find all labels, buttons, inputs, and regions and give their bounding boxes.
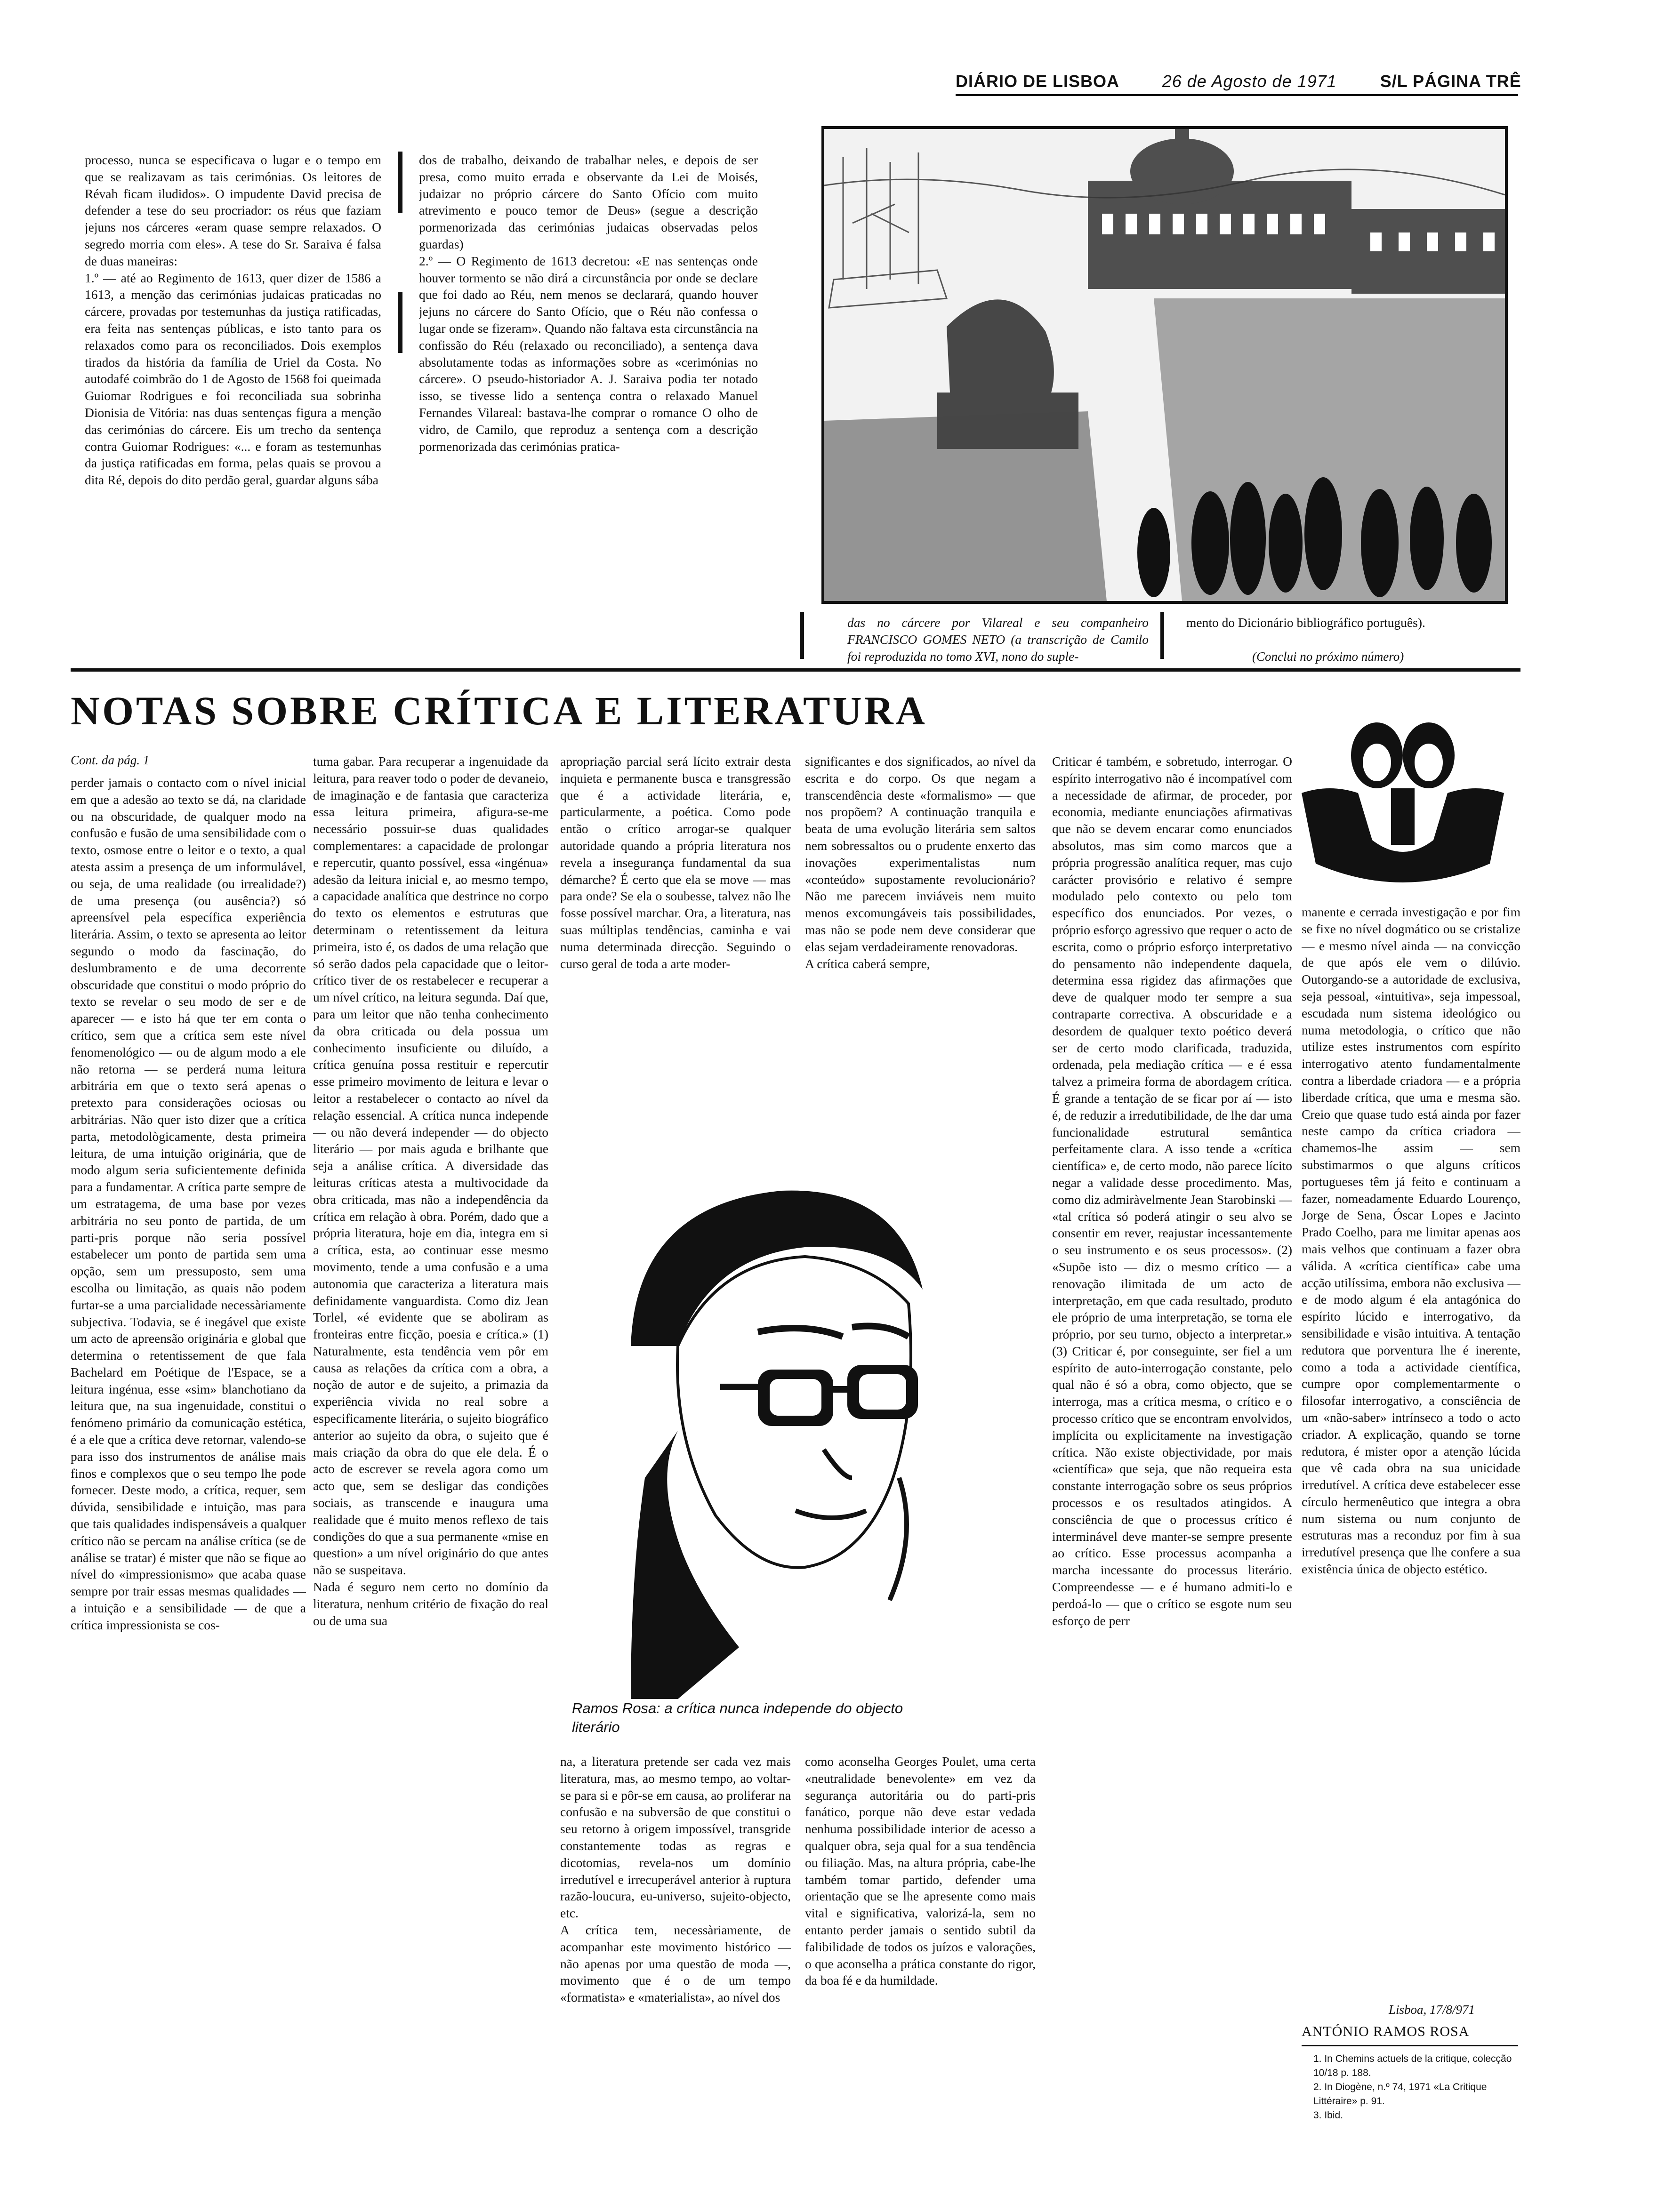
article-column-5: Criticar é também, e sobretudo, interrogar. O espírito interrogativo não é incompatível com a necessidade de afirmar, de proceder, por economia, mediante enunciações afirmativas que não se devem encarar como enunciados absolutos, mas sim como marcos que a própria progressão analítica requer, mas cujo carácter provisório e relativo é sempre modulado pelo contexto ou pelo tom específico dos enunciados. Por vezes, o próprio esforço agressivo que requer o acto de escrita, como o próprio esforço interpretativo do pensamento não independente daquela, determina essa rigidez das afirmações que deve de qualquer modo ter sempre a sua contraparte correctiva. A obscuridade e a desordem de qualquer texto poético deverá ser de certo modo clarificada, traduzida, ordenada, pela mediação crítica — e é essa talvez a primeira forma de abordagem crítica. É grande a tentação de se ficar por aí — isto é, de reduzir a irredutibilidade, de lhe dar uma funcionalidade estrutural semântica perfeitamente clara. A isso tende a «crítica científica» e, de certo modo, não parece lícito negar a validade desse procedimento. Mas, como diz admiràvelmente Jean Starobinski — «tal crítica só poderá atingir o seu alvo se consentir em rever, reajustar incessantemente o seu instrumento e os seus processos». (2) «Supõe isto — diz o mesmo crítico — a renovação ilimitada de um acto de interpretação, em que cada resultado, produto ele próprio de uma interpretação, se torna ele próprio, por seu turno, objecto a interpretar.» (3) Criticar é, por conseguinte, ser fiel a um espírito de auto-interrogação constante, pelo qual não é só a obra, como objecto, que se interroga, mas a crítica mesma, o crítico e o processo crítico que se encontram envolvidos, implícita ou explicitamente na investigação crítica. Não existe objectividade, por mais «científica» que seja, que não requeira esta constante interrogação sobre os seus próprios processos e os resultados atingidos. A consciência de que o processus crítico é interminável deve manter-se sempre presente ao crítico. Esse processus acompanha a marcha incessante do processus literário. Compreendesse — e é humano admiti-lo e perdoá-lo — que o crítico se esgote num seu esforço de perr xyxy=(1052,754,1292,1628)
article-column-2: tuma gabar. Para recuperar a ingenuidade da leitura, para reaver todo o poder de devaneio, de imaginação e de fantasia que caracteriza essa leitura primeira, afigura-se-me necessário possuir-se duas qualidades complementares: a capacidade de prolongar e repercutir, quanto possível, essa «ingénua» adesão da leitura inicial e, ao mesmo tempo, a capacidade analítica que destrince no corpo do texto os elementos e estruturas que determinam o retentissement da leitura primeira, isto é, os dados de uma relação que só serão dados pela capacidade que o leitor-crítico tiver de os restabelecer e recuperar a um nível crítico, na leitura segunda. Daí que, para um leitor que não tenha conhecimento da obra criticada ou dela possua um conhecimento insuficiente ou diluído, a crítica genuína possa restituir e repercutir esse primeiro movimento de leitura e levar o leitor a restabelecer o contacto ao nível da relação essencial. A crítica nunca independe — ou não deverá independer — do objecto literário — por mais aguda e brilhante que seja a análise crítica. A diversidade das leituras críticas atesta a multivocidade da obra criticada, mas não a independência da crítica em relação à obra. Porém, dado que a própria literatura, hoje em dia, integra em si a crítica, esta, ao continuar esse mesmo movimento, tende a uma confusão e a uma autonomia que caracteriza a literatura mais definidamente vanguardista. Como diz Jean Torlel, «é evidente que se aboliram as fronteiras entre ficção, poesia e crítica.» (1) Naturalmente, esta tendência vem pôr em causa as relações da crítica com a obra, a noção de autor e de sujeito, a primazia da experiência vivida no real sobre a especificamente literária, o sujeito biográfico anterior ao sujeito da obra, o sujeito que é mais criação da obra do que ele dela. É o acto de escrever se revela agora como um acto que, sem se desligar das condições sociais, as transcende e inaugura uma realidade que é muito menos reflexo de tais condições do que a sua permanente «mise en question» a um nível originário do que antes não se suspeitava. Nada é seguro nem certo no domínio da literatura, nenhum critério de fixação do real ou de uma sua xyxy=(313,754,548,1628)
continued-note: (Conclui no próximo número) xyxy=(1252,649,1404,664)
issue-date: 26 de Agosto de 1971 xyxy=(1162,72,1337,91)
column-bar xyxy=(1160,612,1164,659)
dateline: Lisboa, 17/8/971 xyxy=(1389,2003,1475,2017)
photo-caption: Ramos Rosa: a crítica nunca independe do objecto literário xyxy=(572,1700,903,1735)
engraving-image xyxy=(824,129,1505,601)
section-divider xyxy=(71,668,1520,672)
article-column-3: apropriação parcial será lícito extrair desta inquieta e permanente busca e transgressão que é a actividade literária, e, particularmente, a poética. Como pode então o crítico arrogar-se qualquer autoridade quando a própria literatura nos revela a insegurança fundamental da sua démarche? É certo que ela se move — mas para onde? Se ela o soubesse, talvez não lhe fosse possível marchar. Ora, a literatura, nas suas múltiplas tendências, caminha e vai numa determinada direcção. Seguindo o curso geral de toda a arte moder- xyxy=(560,754,791,971)
illustration-caption-2: mento do Dicionário bibliográfico português). xyxy=(1186,615,1425,630)
article-column-4b: como aconselha Georges Poulet, uma certa «neutralidade benevolente» em vez da segurança autoritária ou do parti-pris fanático, porque não deve estar vedada nenhuma possibilidade interior de acesso a qualquer obra, seja qual for a sua tendência ou filiação. Mas, na altura própria, cabe-lhe também tomar partido, defender uma orientação que se lhe apresente como mais vital e significativa, valorizá-la, sem no entanto perder jamais o sentido subtil da falibilidade de todos os juízos e valorações, o que aconselha a prática constante do rigor, da boa fé e da humildade. xyxy=(805,1754,1036,1988)
page-header xyxy=(956,72,1521,91)
footnote-rule xyxy=(1302,2045,1518,2046)
article-column-4: significantes e dos significados, ao nível da escrita e do corpo. Os que negam a transcendência deste «formalismo» — que nos propõem? A continuação tranquila e beata de uma evolução literária sem saltos nem sobressaltos ou o prudente enxerto das inovações experimentalistas num «conteúdo» supostamente revolucionário? Não me parecem inviáveis nem muito menos excomungáveis tais possibilidades, mas não se pode nem deve considerar que elas sejam verdadeiramente renovadoras. A crítica caberá sempre, xyxy=(805,754,1036,971)
column-bar xyxy=(398,292,402,353)
article-column-1: perder jamais o contacto com o nível inicial em que a adesão ao texto se dá, na claridade ou na obscuridade, de qualquer modo na confusão e fusão de uma sensibilidade com o texto, osmose entre o leitor e o texto, a qual atesta assim a presença de um informulável, ou seja, de uma realidade (ou irrealidade?) de uma presença (ou ausência?) só apreensível pela específica experiência literária. Assim, o texto se apresenta ao leitor segundo o modo da fascinação, do deslumbramento e de uma decorrente obscuridade que constitui o modo próprio do texto se revelar o seu modo de ser e de aparecer — e isto há que ter em conta o crítico, sem que a crítica sem este nível fenomenológico — ou de algum modo a ele não retorna — se perderá numa leitura arbitrária em que o texto será apenas o pretexto para considerações ociosas ou arbitrárias. Não quer isto dizer que a crítica parta, metodològicamente, desta primeira leitura, de uma intuição originária, que de modo algum seria suficientemente definida para a fundamentar. A crítica parte sempre de um estratagema, de uma base por vezes arbitrária no seu ponto de partida, de um parti-pris porque não seria possível estabelecer um ponto de partida sem uma opção, sem um pressuposto, sem uma escolha ou limitação, as quais não podem furtar-se a uma parcialidade necessàriamente subjectiva. Todavia, se é inegável que existe um acto de apreensão originária e global que determina o retentissement de que fala Bachelard em Poétique de l'Espace, se a leitura ingénua, esse «sim» blanchotiano da leitura que, na sua ingenuidade, constitui o fenómeno primário da comunicação estética, é a ele que a crítica deve retornar, valendo-se para isso dos instrumentos de análise mais finos e complexos que o seu tempo lhe pode fornecer. Deste modo, a crítica, requer, sem dúvida, sensibilidade e intuição, mas para que tais qualidades indispensáveis a qualquer crítico não se percam na análise crítica (se de análise se tratar) é mister que não se fique ao nível do «impressionismo» que acaba quase sempre por trair essas mesmas qualidades — a intuição e a sensibilidade — de que a crítica impressionista se cos- xyxy=(71,775,306,1632)
article-headline: NOTAS SOBRE CRÍTICA E LITERATURA xyxy=(71,688,927,733)
column-bar xyxy=(800,612,804,659)
header-rule xyxy=(956,94,1518,96)
author-signature: ANTÓNIO RAMOS ROSA xyxy=(1302,2024,1470,2039)
newspaper-name: DIÁRIO DE LISBOA xyxy=(956,72,1119,91)
article-column-3b: na, a literatura pretende ser cada vez mais literatura, mas, ao mesmo tempo, ao voltar-se para si e pôr-se em causa, ao proliferar na confusão e na subversão de que constitui o seu retorno à origem impossível, transgride constantemente todas as regras e dicotomias, revela-nos um domínio irredutível e irrecuperável anterior à ruptura razão-loucura, eu-universo, sujeito-objecto, etc. A crítica tem, necessàriamente, de acompanhar este movimento histórico — não apenas por uma questão de moda —, movimento que é o de um tempo «formatista» e «materialista», ao nível dos xyxy=(560,1754,791,2005)
top-column-1: processo, nunca se especificava o lugar e o tempo em que se realizavam as tais cerimónias. Os leitores de Révah ficam iludidos». O impudente David precisa de defender a tese do seu procriador: os réus que faziam jejuns nos cárceres «eram quase sempre relaxados. O segredo morria com eles». A tese do Sr. Saraiva é falsa de duas maneiras: 1.º — até ao Regimento de 1613, quer dizer de 1586 a 1613, a menção das cerimónias judaicas praticadas no cárcere, provadas por testemunhas da justiça ratificadas, era feita nas sentenças públicas, e isto tanto para os relaxados como para os reconciliados. Dois exemplos tirados da história da família de Uriel da Costa. No autodafé coimbrão do 1 de Agosto de 1568 foi queimada Guiomar Rodrigues e foi reconciliada sua sobrinha Dionisia de Vitória: nas duas sentenças figura a menção das cerimónias do cárcere. Eis um trecho da sentença contra Guiomar Rodrigues: «... e foram as testemunhas da justiça ratificadas em forma, pelas quais se provou a dita Ré, depois do dito perdão geral, guardar alguns sába xyxy=(85,152,381,488)
article-column-6: manente e cerrada investigação e por fim se fixe no nível dogmático ou se cristalize — e mesmo nível ainda — na convicção de que após ele vem o dilúvio. Outorgando-se a autoridade de exclusiva, seja pessoal, «intuitiva», seja impessoal, escudada num sistema ideológico ou numa metodologia, o crítico que não utilize estes instrumentos com espírito interrogativo atento fundamentalmente contra a liberdade criadora — e a própria liberdade crítica, que uma e mesma são. Creio que quase tudo está ainda por fazer neste campo da crítica criadora — chamemos-lhe assim — sem substimarmos o que alguns críticos portugueses têm já feito e continuam a fazer, nomeadamente Eduardo Lourenço, Jorge de Sena, Óscar Lopes e Jacinto Prado Coelho, para me limitar apenas aos mais velhos que continuam a fazer obra válida. A «crítica científica» cabe uma acção utilíssima, embora não exclusiva — e de modo algum é ela antagónica do espírito lúcido e interrogativo, da sensibilidade e visão intuitiva. A tentação redutora que porventura lhe é inerente, como a toda a actividade científica, cumpre opor complementarmente o filosofar interrogativo, a consciência de um «não-saber» intrínseco a todo o acto criador. A explicação, quando se torne redutora, é mister opor a atenção lúcida que vê cada obra na sua unicidade irredutível. A crítica deve estabelecer esse círculo hermenêutico que integra a obra num sistema ou num conjunto de estruturas mas a reconduz por fim à sua irredutível presença que lhe confere a sua existência única de objecto estético. xyxy=(1302,905,1520,1577)
continued-from: Cont. da pág. 1 xyxy=(71,753,150,767)
footnotes: 1. In Chemins actuels de la critique, colecção 10/18 p. 188. 2. In Diogène, n.º 74, 1971 «La Critique Littéraire» p. 91. 3. Ibid. xyxy=(1313,2053,1512,2121)
top-column-2: dos de trabalho, deixando de trabalhar neles, e depois de ser presa, como muito errada e observante da Lei de Moisés, judaizar no próprio cárcere do Santo Ofício com muito atrevimento e pouco temor de Deus» (segue a descrição pormenorizada das cerimónias judaicas observadas pelos guardas) 2.º — O Regimento de 1613 decretou: «E nas sentenças onde houver tormento se não dirá a circunstância por onde se declare que foi dado ao Réu, nem menos se declarará, quando houver jejuns no cárcere do Santo Ofício, que o Réu não confessa o lugar onde se fizeram». Quando não faltava esta circunstância na confissão do Réu (relaxado ou reconciliado), a sentença dava absolutamente todas as informações sobre as «cerimónias no cárcere». O pseudo-historiador A. J. Saraiva podia ter notado isso, se tivesse lido a sentença contra o relaxado Manuel Fernandes Vilareal: bastava-lhe comprar o romance O olho de vidro, de Camilo, que reproduz a sentença com a descrição pormenorizada das cerimónias pratica- xyxy=(419,152,758,454)
auto-da-fe-engraving xyxy=(821,126,1508,604)
decorative-faces-icon xyxy=(1302,722,1504,897)
column-bar xyxy=(398,152,402,213)
author-portrait-photo xyxy=(560,1148,1036,1699)
page-number: S/L PÁGINA TRÊ xyxy=(1380,72,1521,91)
illustration-caption-1: das no cárcere por Vilareal e seu companheiro FRANCISCO GOMES NETO (a transcrição de Camilo foi reproduzida no tomo XVI, nono do suple- xyxy=(847,615,1149,664)
